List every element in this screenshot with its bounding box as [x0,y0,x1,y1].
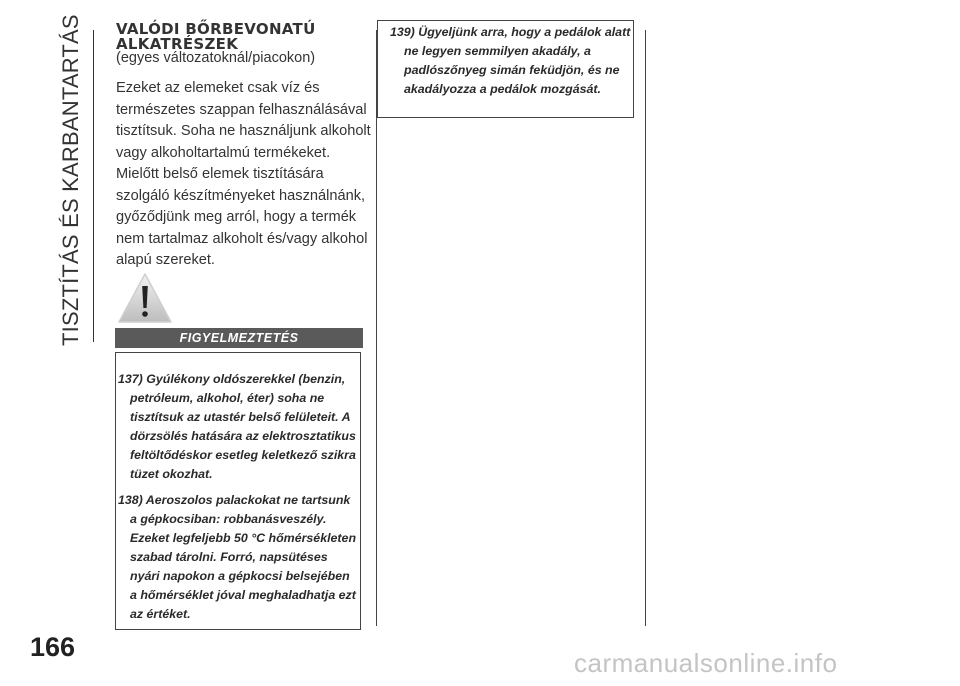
section-subtitle: (egyes változatoknál/piacokon) [116,50,316,66]
warning-note: 138) Aeroszolos palackokat ne tartsunk a gépkocsiban: robbanásveszély. Ezeket legfeljebb 50 °C hőmérsékleten szabad tárolni. Forró, napsütéses nyári napokon a gépkocsi belsejében a hőmérséklet jóval meghaladhatja ezt az értéket. [118,493,357,621]
page-number: 166 [30,632,76,662]
chapter-title: TISZTÍTÁS ÉS KARBANTARTÁS [58,14,83,346]
warning-note: 137) Gyúlékony oldószerekkel (benzin, petróleum, alkohol, éter) soha ne tisztítsuk az utastér belső felületeit. A dörzsölés hatására az elektrosztatikus feltöltődéskor esetleg keletkező szikra tüzet okozhat. [118,372,356,481]
column-divider-left [376,30,377,626]
pedal-note: 139) Ügyeljünk arra, hogy a pedálok alatt ne legyen semmilyen akadály, a padlószőnyeg simán feküdjön, és ne akadályozza a pedálok mozgását. [390,25,631,96]
section-body: Ezeket az elemeket csak víz és természetes szappan felhasználásával tisztítsuk. Soha ne használjunk alkoholt vagy alkoholtartalmú termékeket. Mielőtt belső elemek tisztítására szolgáló készítményeket használnánk, győződjünk meg arról, hogy a termék nem tartalmaz alkoholt és/vagy alkohol alapú szereket. [116,80,371,268]
warning-header: FIGYELMEZTETÉS [115,328,363,348]
warning-exclamation-icon [115,270,175,326]
column-divider-right [645,30,646,626]
watermark: carmanualsonline.info [574,648,838,678]
sidebar-divider [93,30,94,342]
warning-notes [118,370,358,631]
section-title: VALÓDI BŐRBEVONATÚ ALKATRÉSZEK [116,20,316,53]
